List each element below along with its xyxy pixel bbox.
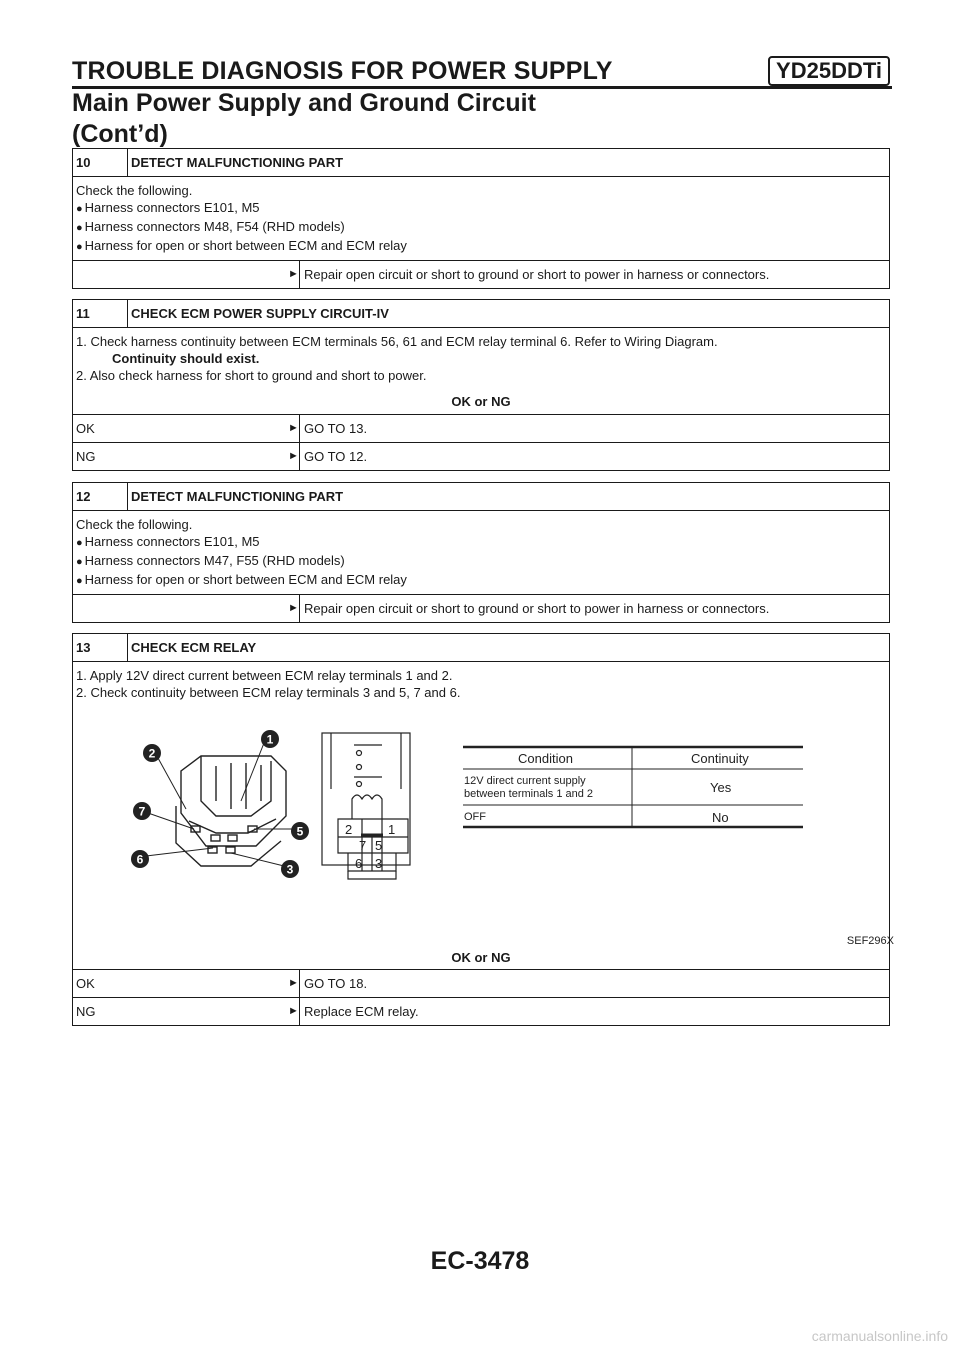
step-title: CHECK ECM RELAY — [131, 640, 257, 655]
model-badge: YD25DDTi — [768, 56, 890, 86]
relay-terminal-labels — [345, 822, 395, 871]
terminal-5: 5 — [375, 838, 383, 853]
result-row — [73, 261, 889, 288]
ok-ng-label: OK or NG — [451, 950, 511, 965]
relay-schematic — [322, 733, 410, 879]
terminal-1: 1 — [388, 822, 396, 837]
table-cell-continuity: Yes — [710, 780, 732, 795]
result-text: Repair open circuit or short to ground or short to power in harness or connectors. — [304, 601, 770, 616]
callout-2: 2 — [148, 746, 156, 761]
spec-line: Continuity should exist. — [112, 351, 260, 366]
check-item: ● Harness for open or short between ECM and ECM relay — [76, 237, 886, 256]
step-12-box — [72, 482, 890, 623]
leader-lines — [146, 743, 294, 866]
check-item: ● Harness connectors E101, M5 — [76, 199, 886, 218]
figure-code: SEF296X — [846, 935, 894, 947]
step-title: CHECK ECM POWER SUPPLY CIRCUIT-IV — [131, 306, 389, 321]
callout-5: 5 — [296, 824, 304, 839]
arrow-right-icon: ► — [288, 443, 300, 470]
arrow-right-icon: ► — [288, 998, 300, 1025]
subsection-title — [72, 88, 536, 150]
connector-drawing — [176, 756, 286, 866]
callout-3: 3 — [286, 862, 294, 877]
result-text: GO TO 18. — [304, 976, 368, 991]
result-text: Replace ECM relay. — [304, 1004, 419, 1019]
step-body — [73, 662, 894, 970]
step-number: 11 — [73, 300, 128, 327]
instruction-line: 2. Check continuity between ECM relay terminals 3 and 5, 7 and 6. — [76, 685, 461, 700]
step-number: 10 — [73, 149, 128, 176]
callout-labels — [131, 730, 309, 878]
step-intro: Check the following. — [76, 517, 193, 532]
step-11-box — [72, 299, 890, 471]
step-header — [73, 300, 889, 328]
page-header — [72, 56, 890, 86]
terminal-7: 7 — [359, 838, 367, 853]
check-item: ● Harness connectors E101, M5 — [76, 533, 886, 552]
table-cell-condition: OFF — [464, 811, 486, 823]
subtitle-line2: (Cont’d) — [72, 120, 168, 148]
result-row — [73, 595, 889, 622]
step-number: 12 — [73, 483, 128, 510]
arrow-right-icon: ► — [288, 970, 300, 997]
step-10-box — [72, 148, 890, 289]
arrow-right-icon: ► — [288, 261, 300, 288]
check-item: ● Harness for open or short between ECM and ECM relay — [76, 571, 886, 590]
table-cell-condition: 12V direct current supply — [464, 775, 586, 787]
step-header — [73, 149, 889, 177]
result-label: NG — [76, 1004, 96, 1019]
check-item: ● Harness connectors M47, F55 (RHD models) — [76, 552, 886, 571]
step-13-box — [72, 633, 894, 1026]
step-body — [73, 328, 889, 415]
result-label — [73, 595, 288, 622]
table-header-continuity: Continuity — [691, 751, 749, 766]
subtitle-line1: Main Power Supply and Ground Circuit — [72, 89, 536, 117]
arrow-right-icon: ► — [288, 595, 300, 622]
arrow-right-icon: ► — [288, 415, 300, 442]
result-text: GO TO 13. — [304, 421, 368, 436]
result-label: OK — [76, 421, 95, 436]
step-header — [73, 483, 889, 511]
step-header — [73, 634, 889, 662]
page-number: EC-3478 — [430, 1247, 530, 1275]
step-body — [73, 511, 889, 595]
result-row — [73, 443, 889, 470]
instruction-line: 1. Apply 12V direct current between ECM relay terminals 1 and 2. — [76, 668, 453, 683]
result-row — [73, 970, 889, 998]
result-label — [73, 261, 288, 288]
step-title: DETECT MALFUNCTIONING PART — [131, 155, 344, 170]
table-header-condition: Condition — [518, 751, 573, 766]
terminal-3: 3 — [375, 856, 383, 871]
terminal-6: 6 — [355, 856, 363, 871]
result-text: GO TO 12. — [304, 449, 368, 464]
callout-1: 1 — [266, 732, 274, 747]
section-title: TROUBLE DIAGNOSIS FOR POWER SUPPLY — [72, 57, 613, 85]
result-label: NG — [76, 449, 96, 464]
result-text: Repair open circuit or short to ground or short to power in harness or connectors. — [304, 267, 770, 282]
check-item: ● Harness connectors M48, F54 (RHD models) — [76, 218, 886, 237]
instruction-line: 1. Check harness continuity between ECM terminals 56, 61 and ECM relay terminal 6. Refer to Wiring Diagram. — [76, 334, 718, 349]
callout-7: 7 — [138, 804, 146, 819]
table-cell-continuity: No — [712, 810, 729, 825]
table-cell-condition: between terminals 1 and 2 — [464, 788, 594, 800]
terminal-2: 2 — [345, 822, 353, 837]
step-body — [73, 177, 889, 261]
ok-ng-label: OK or NG — [451, 394, 511, 409]
step-title: DETECT MALFUNCTIONING PART — [131, 489, 344, 504]
step-intro: Check the following. — [76, 183, 193, 198]
result-row — [73, 998, 889, 1025]
step-number: 13 — [73, 634, 128, 661]
continuity-table — [463, 747, 803, 827]
ecm-relay-figure — [76, 701, 894, 949]
callout-6: 6 — [136, 852, 144, 867]
instruction-line: 2. Also check harness for short to ground and short to power. — [76, 368, 427, 383]
watermark: carmanualsonline.info — [811, 1328, 948, 1344]
result-row — [73, 415, 889, 443]
result-label: OK — [76, 976, 95, 991]
